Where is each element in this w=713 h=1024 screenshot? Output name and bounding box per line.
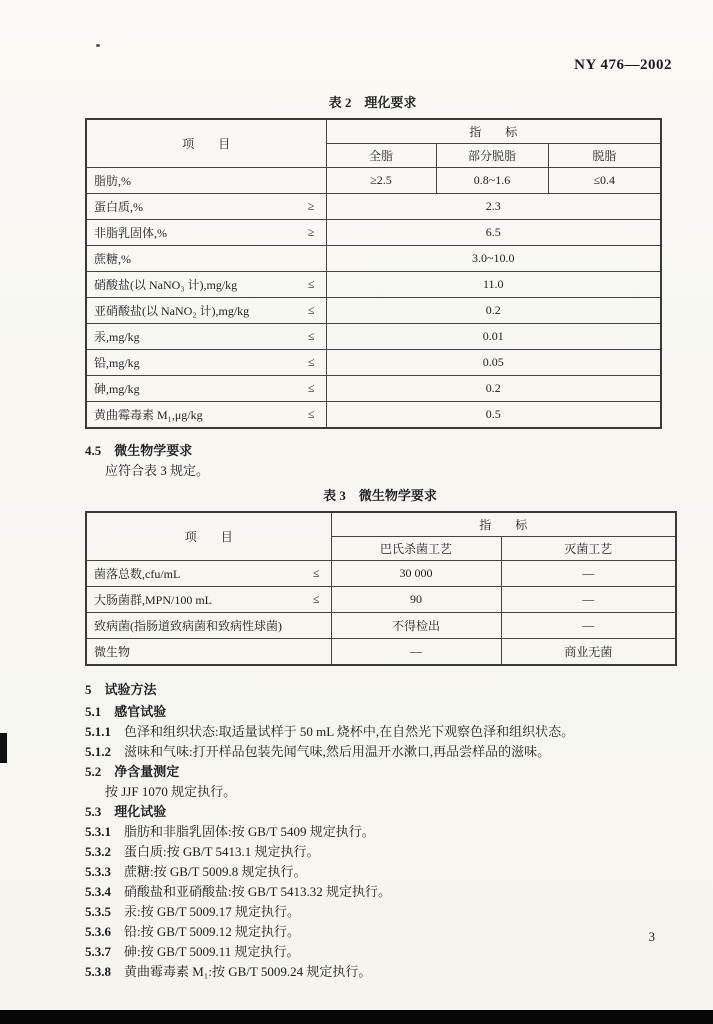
table2-header-partial-skim: 部分脱脂: [436, 144, 548, 168]
table-row: [86, 119, 661, 144]
table2-header-item: 项 目: [86, 119, 326, 168]
cell-label: [86, 376, 326, 402]
clause-number: 4.5: [85, 443, 102, 458]
clause-5-1-1: [85, 721, 677, 741]
clause-5-1: [85, 701, 677, 721]
clause-5-2-body: [85, 781, 677, 801]
item-label: 菌落总数,cfu/mL: [94, 567, 181, 581]
item-label: 脂肪,%: [94, 174, 131, 188]
clause-text: 砷:按 GB/T 5009.11 规定执行。: [124, 944, 300, 959]
table-row: [86, 376, 661, 402]
clause-number: 5.3.6: [85, 924, 111, 939]
table-row: [86, 220, 661, 246]
cell-value: 0.2: [326, 298, 661, 324]
clause-number: 5.2: [85, 764, 102, 779]
clause-text: 铅:按 GB/T 5009.12 规定执行。: [124, 924, 300, 939]
page-content: [85, 92, 677, 981]
limit-symbol: ≥: [307, 199, 315, 213]
cell-label: [86, 613, 331, 639]
cell-value: 0.01: [326, 324, 661, 350]
table2-caption: 表 2 理化要求: [328, 95, 417, 110]
clause-number: 5.3.3: [85, 864, 111, 879]
clause-title: 试验方法: [104, 682, 157, 697]
table-row: [86, 402, 661, 429]
item-label: 汞,mg/kg: [94, 330, 140, 344]
cell-value: —: [501, 587, 676, 613]
table-row: [86, 512, 676, 537]
cell-value: 0.05: [326, 350, 661, 376]
cell-label: [86, 246, 326, 272]
clause-text: 按 JJF 1070 规定执行。: [105, 784, 237, 799]
clause-number: 5.1.2: [85, 744, 111, 759]
limit-symbol: ≤: [307, 277, 315, 291]
cell-value: 11.0: [326, 272, 661, 298]
table-row: [86, 561, 676, 587]
clause-title: 理化试验: [114, 804, 167, 819]
cell-label: [86, 194, 326, 220]
table2-header-skim: 脱脂: [548, 144, 661, 168]
page-number: 3: [648, 929, 655, 944]
clause-number: 5.3.1: [85, 824, 111, 839]
limit-symbol: ≤: [307, 303, 315, 317]
table3-header-item: 项 目: [86, 512, 331, 561]
limit-symbol: ≤: [307, 407, 315, 421]
cell-value: ≤0.4: [548, 168, 661, 194]
table3-header-index: 指 标: [331, 512, 676, 537]
clause-text: 硝酸盐和亚硝酸盐:按 GB/T 5413.32 规定执行。: [124, 884, 391, 899]
table2-header-full-fat: 全脂: [326, 144, 436, 168]
clause-title: 微生物学要求: [114, 443, 193, 458]
table-row: [86, 246, 661, 272]
clause-5-3-2: [85, 841, 677, 861]
table-row: [86, 613, 676, 639]
cell-label: [86, 324, 326, 350]
limit-symbol: ≤: [312, 592, 320, 606]
table-row: [86, 350, 661, 376]
item-label: 亚硝酸盐(以 NaNO₂ 计),mg/kg: [94, 304, 250, 318]
table-row: [86, 168, 661, 194]
clause-5-3: [85, 801, 677, 821]
clause-number: 5.3.5: [85, 904, 111, 919]
cell-value: 2.3: [326, 194, 661, 220]
item-label: 微生物: [94, 645, 131, 659]
table-row: [86, 298, 661, 324]
table2-physicochemical: [85, 118, 662, 429]
table2-header-index: 指 标: [326, 119, 661, 144]
table3-microbiological: [85, 511, 677, 666]
clause-title: 感官试验: [114, 704, 167, 719]
clause-number: 5: [85, 682, 92, 697]
clause-5-3-7: [85, 941, 677, 961]
cell-value: 0.5: [326, 402, 661, 429]
clause-number: 5.3.4: [85, 884, 111, 899]
item-label: 铅,mg/kg: [94, 356, 140, 370]
cell-label: [86, 561, 331, 587]
clause-text: 蔗糖:按 GB/T 5009.8 规定执行。: [124, 864, 307, 879]
cell-label: [86, 402, 326, 429]
limit-symbol: ≤: [307, 329, 315, 343]
table-row: [86, 324, 661, 350]
cell-value: 3.0~10.0: [326, 246, 661, 272]
clause-number: 5.1: [85, 704, 102, 719]
item-label: 黄曲霉毒素 M₁,μg/kg: [94, 408, 203, 422]
item-label: 致病菌(指肠道致病菌和致病性球菌): [94, 619, 282, 633]
item-label: 大肠菌群,MPN/100 mL: [94, 593, 213, 607]
clause-text: 脂肪和非脂乳固体:按 GB/T 5409 规定执行。: [124, 824, 375, 839]
clause-text: 黄曲霉毒素 M₁:按 GB/T 5009.24 规定执行。: [124, 964, 372, 979]
cell-label: [86, 298, 326, 324]
clause-number: 5.3: [85, 804, 102, 819]
cell-label: [86, 350, 326, 376]
clause-5-3-5: [85, 901, 677, 921]
clause-5-3-1: [85, 821, 677, 841]
item-label: 蔗糖,%: [94, 252, 131, 266]
cell-value: 6.5: [326, 220, 661, 246]
clause-number: 5.3.7: [85, 944, 111, 959]
table3-header-sterilized: 灭菌工艺: [501, 537, 676, 561]
clause-5-3-3: [85, 861, 677, 881]
cell-value: 商业无菌: [501, 639, 676, 666]
table3-caption: 表 3 微生物学要求: [323, 488, 437, 503]
item-label: 砷,mg/kg: [94, 382, 140, 396]
table-row: [86, 194, 661, 220]
scan-artifact-left-mark: [0, 733, 7, 763]
table-row: [86, 587, 676, 613]
table-row: [86, 639, 676, 666]
item-label: 非脂乳固体,%: [94, 226, 167, 240]
clause-text: 蛋白质:按 GB/T 5413.1 规定执行。: [124, 844, 320, 859]
cell-value: 90: [331, 587, 501, 613]
clause-5-1-2: [85, 741, 677, 761]
cell-label: [86, 587, 331, 613]
cell-value: —: [501, 613, 676, 639]
standard-code: NY 476—2002: [574, 57, 672, 73]
scan-artifact-speck: [96, 44, 100, 47]
clause-5-3-6: [85, 921, 677, 941]
cell-value: —: [501, 561, 676, 587]
clause-text: 应符合表 3 规定。: [105, 463, 210, 478]
limit-symbol: ≤: [312, 566, 320, 580]
cell-value: 不得检出: [331, 613, 501, 639]
limit-symbol: ≥: [307, 225, 315, 239]
cell-value: —: [331, 639, 501, 666]
cell-value: 0.8~1.6: [436, 168, 548, 194]
clause-5-2: [85, 761, 677, 781]
cell-label: [86, 168, 326, 194]
cell-value: ≥2.5: [326, 168, 436, 194]
clause-number: 5.3.2: [85, 844, 111, 859]
clause-4-5-body: [85, 460, 677, 480]
item-label: 硝酸盐(以 NaNO₃ 计),mg/kg: [94, 278, 238, 292]
clause-text: 色泽和组织状态:取适量试样于 50 mL 烧杯中,在自然光下观察色泽和组织状态。: [124, 724, 575, 739]
table3-header-pasteurized: 巴氏杀菌工艺: [331, 537, 501, 561]
cell-value: 30 000: [331, 561, 501, 587]
clause-5-3-4: [85, 881, 677, 901]
cell-label: [86, 220, 326, 246]
clause-number: 5.3.8: [85, 964, 111, 979]
clause-5-3-8: [85, 961, 677, 981]
cell-label: [86, 272, 326, 298]
limit-symbol: ≤: [307, 381, 315, 395]
table-row: [86, 272, 661, 298]
scan-artifact-bottom-bar: [0, 1010, 713, 1024]
clause-title: 净含量测定: [114, 764, 180, 779]
item-label: 蛋白质,%: [94, 200, 143, 214]
clause-4-5: [85, 440, 677, 460]
clause-text: 滋味和气味:打开样品包装先闻气味,然后用温开水漱口,再品尝样品的滋味。: [124, 744, 551, 759]
limit-symbol: ≤: [307, 355, 315, 369]
clause-text: 汞:按 GB/T 5009.17 规定执行。: [124, 904, 300, 919]
clause-number: 5.1.1: [85, 724, 111, 739]
clause-5: [85, 679, 677, 701]
cell-label: [86, 639, 331, 666]
cell-value: 0.2: [326, 376, 661, 402]
